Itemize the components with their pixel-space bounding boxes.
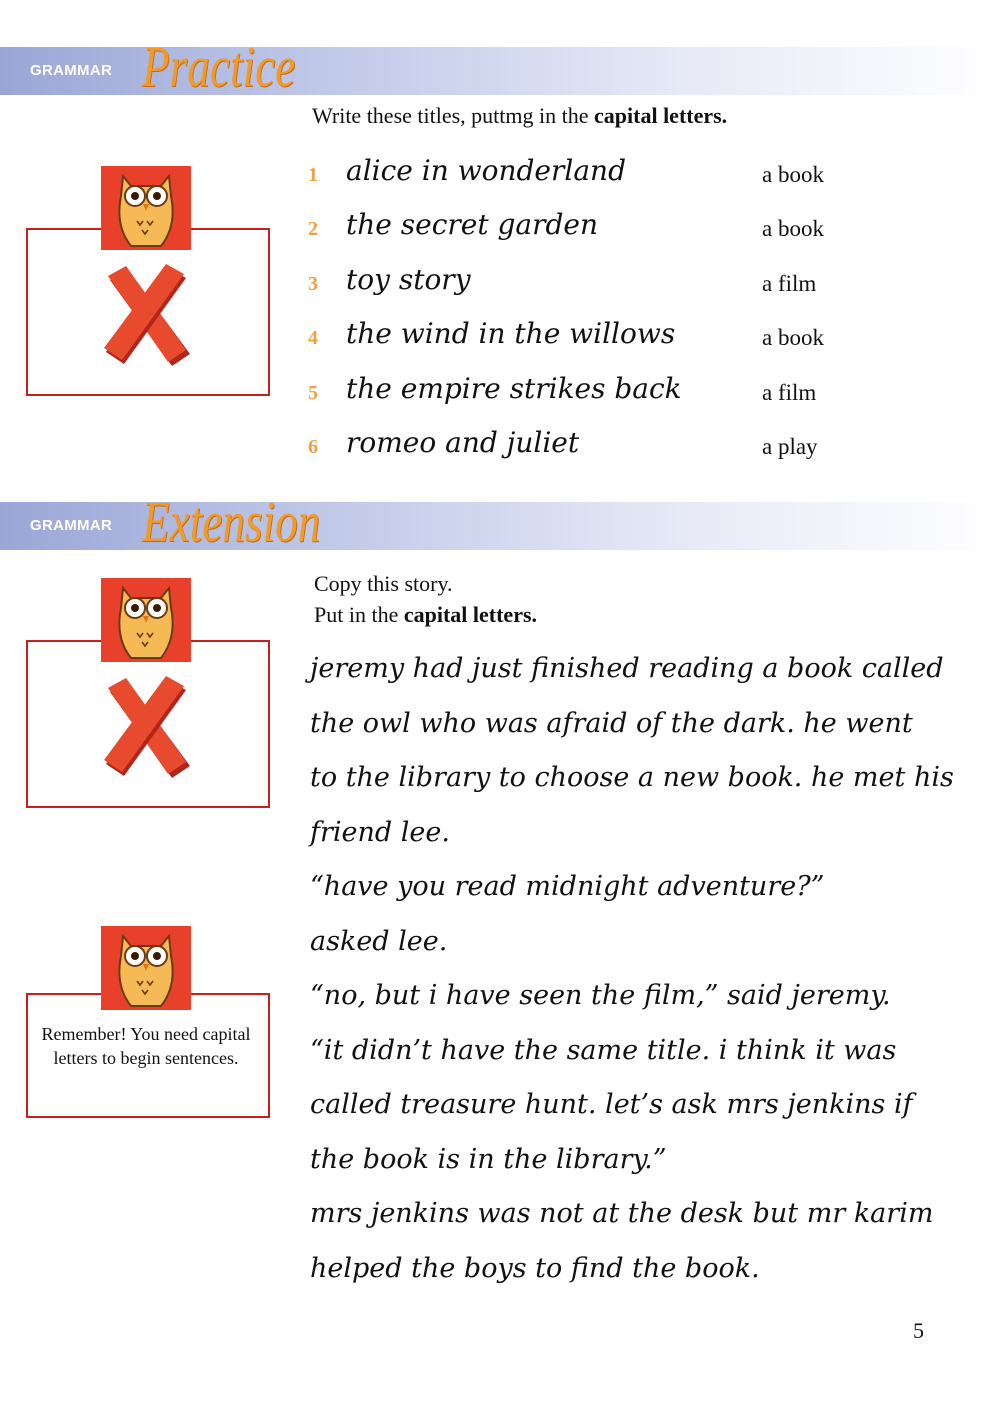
item-type: a book [762, 325, 824, 350]
item-title: the empire strikes back [346, 372, 682, 405]
practice-instruction-text: Write these titles, puttmg in the [312, 103, 595, 128]
remember-owl [101, 926, 191, 1016]
owl-icon [101, 166, 191, 256]
item-number: 4 [308, 327, 318, 349]
story-line: the book is in the library.” [310, 1143, 667, 1175]
story-line: “it didn’t have the same title. i think it was [310, 1034, 897, 1066]
list-item [308, 422, 868, 462]
story-line: mrs jenkins was not at the desk but mr karim [310, 1198, 934, 1229]
story-line: “have you read midnight adventure?” [310, 871, 825, 902]
cross-mark-icon [98, 674, 198, 784]
story-line: helped the boys to find the book. [310, 1252, 760, 1284]
extension-instruction-text: Put in the [314, 602, 404, 627]
item-title: the wind in the willows [346, 317, 676, 350]
item-title: romeo and juliet [346, 426, 580, 459]
list-item [308, 368, 868, 408]
story-line: jeremy had just finished reading a book called [310, 653, 944, 684]
practice-banner [0, 34, 1000, 99]
extension-banner [0, 489, 1000, 554]
story-line: asked lee. [310, 925, 448, 957]
item-number: 3 [308, 273, 318, 295]
cross-mark-icon [98, 262, 198, 372]
item-number: 2 [308, 218, 318, 240]
item-title: the secret garden [346, 208, 599, 241]
item-type: a book [762, 162, 824, 187]
story-line: the owl who was afraid of the dark. he went [310, 707, 913, 739]
extension-instruction-line1: Copy this story. [314, 571, 453, 596]
extension-instruction-bold: capital letters. [403, 602, 538, 627]
item-number: 5 [308, 382, 318, 404]
item-type: a book [762, 216, 824, 241]
list-item [308, 259, 868, 299]
story-line: called treasure hunt. let’s ask mrs jenkins if [310, 1089, 913, 1120]
practice-instruction [312, 100, 727, 131]
owl-icon [101, 578, 191, 668]
item-title: toy story [346, 263, 471, 296]
story-line: “no, but i have seen the film,” said jeremy. [310, 980, 891, 1011]
item-type: a film [762, 380, 817, 405]
extension-instruction-line2 [314, 599, 537, 630]
list-item [308, 313, 868, 353]
practice-owl [101, 166, 191, 256]
extension-banner-label: GRAMMAR [30, 517, 113, 534]
item-number: 6 [308, 436, 318, 458]
item-number: 1 [308, 164, 318, 186]
practice-instruction-bold: capital letters. [594, 103, 728, 128]
story-line: friend lee. [310, 816, 450, 848]
page-number: 5 [913, 1318, 924, 1343]
story-line: to the library to choose a new book. he met his [310, 762, 954, 793]
item-type: a play [762, 434, 818, 459]
remember-note: Remember! You need capital letters to begin sentences. [41, 1024, 251, 1068]
extension-instruction [314, 568, 537, 630]
list-item [308, 204, 868, 244]
item-type: a film [762, 271, 817, 296]
list-item [308, 150, 868, 190]
item-title: alice in wonderland [346, 154, 626, 187]
owl-icon [101, 926, 191, 1016]
story-text [310, 642, 980, 1296]
extension-owl [101, 578, 191, 668]
practice-banner-label: GRAMMAR [30, 62, 113, 79]
practice-banner-title: Practice [142, 34, 296, 99]
extension-banner-title: Extension [142, 489, 321, 554]
